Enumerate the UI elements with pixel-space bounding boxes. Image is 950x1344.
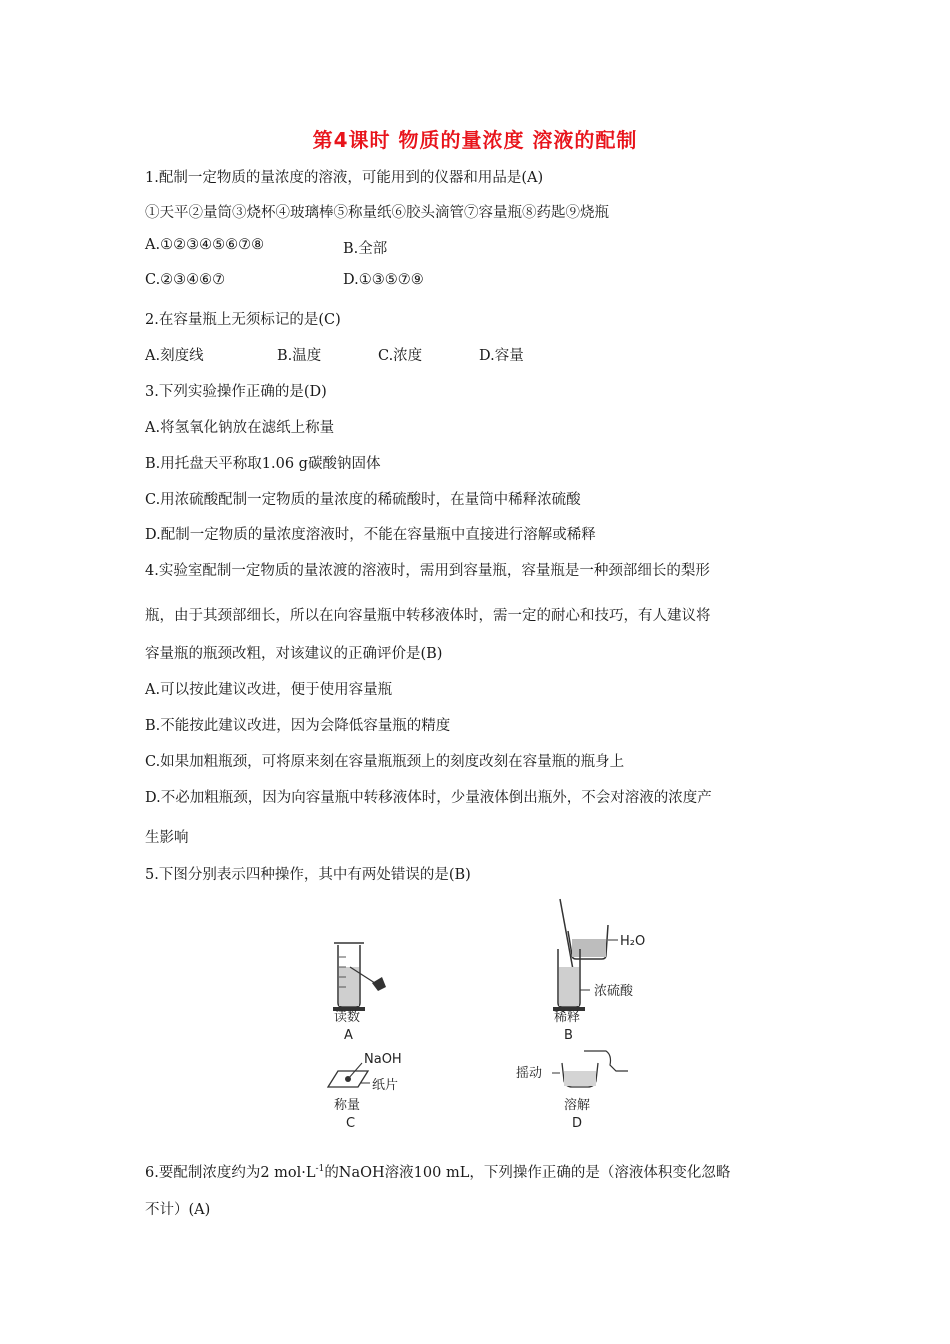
q3-stem: 3.下列实验操作正确的是(D): [145, 384, 327, 400]
q1-option-a: A.①②③④⑤⑥⑦⑧: [145, 237, 265, 253]
q5-stem: 5.下图分别表示四种操作，其中有两处错误的是(B): [145, 867, 471, 883]
figure-b-water-label: H₂O: [620, 934, 646, 949]
q1-items: ①天平②量筒③烧杯④玻璃棒⑤称量纸⑥胶头滴管⑦容量瓶⑧药匙⑨烧瓶: [145, 205, 609, 221]
figure-c-paper-label: 纸片: [372, 1078, 399, 1093]
q4-option-a: A.可以按此建议改进，便于使用容量瓶: [145, 682, 393, 698]
q2-stem: 2.在容量瓶上无须标记的是(C): [145, 312, 341, 328]
q4-stem-line1: 4.实验室配制一定物质的量浓渡的溶液时，需用到容量瓶，容量瓶是一种颈部细长的梨形: [145, 563, 710, 579]
q6-stem-post: 的NaOH溶液100 mL，下列操作正确的是（溶液体积变化忽略: [324, 1165, 731, 1181]
q2-option-d: D.容量: [479, 348, 524, 364]
q1-stem: 1.配制一定物质的量浓度的溶液，可能用到的仪器和用品是(A): [145, 170, 544, 186]
q3-option-a: A.将氢氧化钠放在滤纸上称量: [145, 420, 335, 436]
figure-d-flask: [552, 1051, 628, 1087]
q3-option-b: B.用托盘天平称取1.06 g碳酸钠固体: [145, 456, 381, 472]
q4-option-b: B.不能按此建议改进，因为会降低容量瓶的精度: [145, 718, 451, 734]
figure-b-letter: B: [564, 1028, 573, 1043]
q4-option-c: C.如果加粗瓶颈，可将原来刻在容量瓶瓶颈上的刻度改刻在容量瓶的瓶身上: [145, 754, 625, 770]
q1-option-b: B.全部: [343, 241, 388, 257]
figure-a-cylinder: [333, 943, 386, 1011]
figure-d-caption: 溶解: [564, 1098, 591, 1113]
q5-figure: [320, 895, 660, 1135]
q1-option-c: C.②③④⑥⑦: [145, 272, 226, 288]
q2-option-b: B.温度: [277, 348, 322, 364]
figure-c-naoh-label: NaOH: [364, 1052, 402, 1067]
q2-option-a: A.刻度线: [145, 348, 204, 364]
figure-d-letter: D: [572, 1116, 583, 1131]
q2-option-c: C.浓度: [378, 348, 423, 364]
q4-stem-line2: 瓶，由于其颈部细长，所以在向容量瓶中转移液体时，需一定的耐心和技巧，有人建议将: [145, 608, 711, 624]
q6-stem-pre: 6.要配制浓度约为2 mol·L: [145, 1165, 316, 1181]
page-title: 第4课时 物质的量浓度 溶液的配制: [312, 128, 638, 152]
figure-a-caption: 读数: [334, 1010, 361, 1025]
q6-stem-line1: [145, 1161, 730, 1182]
q3-option-c: C.用浓硫酸配制一定物质的量浓度的稀硫酸时，在量筒中稀释浓硫酸: [145, 492, 581, 508]
q4-option-d-line2: 生影响: [145, 830, 189, 846]
q4-option-d-line1: D.不必加粗瓶颈，因为向容量瓶中转移液体时，少量液体倒出瓶外，不会对溶液的浓度产: [145, 790, 712, 806]
q6-stem-line2: 不计）(A): [145, 1202, 211, 1218]
figure-a-letter: A: [344, 1028, 353, 1043]
q6-stem-superscript: -1: [315, 1164, 325, 1175]
figure-d-shake-label: 摇动: [516, 1066, 543, 1081]
figure-b-caption: 稀释: [554, 1010, 581, 1025]
figure-b-acid-label: 浓硫酸: [594, 984, 634, 999]
q3-option-d: D.配制一定物质的量浓度溶液时，不能在容量瓶中直接进行溶解或稀释: [145, 527, 596, 543]
q4-stem-line3: 容量瓶的瓶颈改粗，对该建议的正确评价是(B): [145, 646, 443, 662]
figure-c-caption: 称量: [334, 1098, 361, 1113]
q1-option-d: D.①③⑤⑦⑨: [343, 272, 424, 288]
figure-c-letter: C: [346, 1116, 356, 1131]
